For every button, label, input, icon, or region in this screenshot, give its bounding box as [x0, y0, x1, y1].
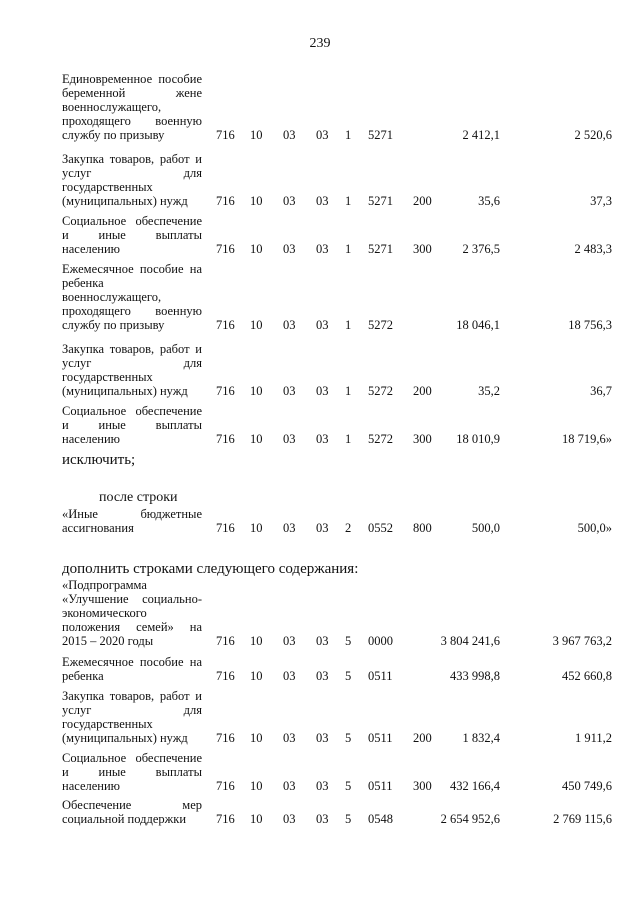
cell-subprogram: 1	[345, 194, 352, 208]
cell-direction: 0511	[368, 779, 393, 793]
table-row	[0, 507, 640, 537]
cell-program: 03	[316, 318, 329, 332]
cell-subprogram: 5	[345, 634, 352, 648]
cell-program: 03	[316, 128, 329, 142]
row-description: Закупка товаров, работ и услуг для государственных (муниципальных) нужд	[62, 152, 202, 208]
cell-value-year2: 36,7	[590, 384, 612, 398]
cell-code: 716	[216, 634, 235, 648]
cell-subsection: 03	[283, 812, 296, 826]
cell-subprogram: 5	[345, 731, 352, 745]
cell-section: 10	[250, 779, 263, 793]
cell-direction: 5271	[368, 194, 393, 208]
row-description: «Иные бюджетные ассигнования	[62, 507, 202, 535]
cell-program: 03	[316, 194, 329, 208]
cell-subsection: 03	[283, 634, 296, 648]
row-description: Закупка товаров, работ и услуг для государственных (муниципальных) нужд	[62, 342, 202, 398]
cell-section: 10	[250, 384, 263, 398]
cell-program: 03	[316, 432, 329, 446]
page-number: 239	[309, 36, 331, 51]
cell-code: 716	[216, 669, 235, 683]
cell-subprogram: 1	[345, 384, 352, 398]
cell-program: 03	[316, 731, 329, 745]
cell-direction: 0552	[368, 521, 393, 535]
cell-program: 03	[316, 384, 329, 398]
cell-expense-type: 200	[413, 384, 432, 398]
table-row	[0, 578, 640, 648]
row-description: «Подпрограмма «Улучшение социально-экономического положения семей» на 2015 – 2020 годы	[62, 578, 202, 648]
table-row	[0, 342, 640, 398]
cell-value-year2: 450 749,6	[562, 779, 612, 793]
row-description: Ежемесячное пособие на ребенка	[62, 655, 202, 683]
cell-subprogram: 1	[345, 242, 352, 256]
cell-direction: 5272	[368, 318, 393, 332]
row-description: Социальное обеспечение и иные выплаты населению	[62, 214, 202, 256]
table-row	[0, 689, 640, 745]
cell-value-year2: 1 911,2	[574, 731, 612, 745]
cell-value-year1: 2 412,1	[462, 128, 500, 142]
cell-program: 03	[316, 812, 329, 826]
cell-value-year2: 2 520,6	[574, 128, 612, 142]
cell-subprogram: 5	[345, 669, 352, 683]
cell-value-year1: 18 010,9	[456, 432, 500, 446]
cell-section: 10	[250, 669, 263, 683]
cell-value-year2: 2 483,3	[574, 242, 612, 256]
table-row	[0, 751, 640, 793]
cell-value-year1: 35,2	[478, 384, 500, 398]
cell-subsection: 03	[283, 779, 296, 793]
cell-expense-type: 800	[413, 521, 432, 535]
row-description: Социальное обеспечение и иные выплаты населению	[62, 751, 202, 793]
cell-code: 716	[216, 128, 235, 142]
cell-section: 10	[250, 521, 263, 535]
cell-value-year1: 2 376,5	[462, 242, 500, 256]
cell-direction: 0000	[368, 634, 393, 648]
cell-code: 716	[216, 779, 235, 793]
cell-subprogram: 1	[345, 432, 352, 446]
cell-value-year1: 3 804 241,6	[440, 634, 500, 648]
instruction-after-row: после строки	[99, 490, 178, 505]
row-description: Закупка товаров, работ и услуг для государственных (муниципальных) нужд	[62, 689, 202, 745]
cell-value-year1: 433 998,8	[450, 669, 500, 683]
cell-program: 03	[316, 779, 329, 793]
cell-direction: 0511	[368, 731, 393, 745]
cell-program: 03	[316, 242, 329, 256]
cell-value-year1: 2 654 952,6	[440, 812, 500, 826]
table-row	[0, 214, 640, 256]
row-description: Социальное обеспечение и иные выплаты населению	[62, 404, 202, 446]
cell-section: 10	[250, 242, 263, 256]
cell-subprogram: 5	[345, 812, 352, 826]
cell-direction: 0511	[368, 669, 393, 683]
cell-section: 10	[250, 812, 263, 826]
row-description: Обеспечение мер социальной поддержки	[62, 798, 202, 826]
cell-expense-type: 300	[413, 432, 432, 446]
cell-direction: 5271	[368, 242, 393, 256]
cell-expense-type: 200	[413, 731, 432, 745]
cell-code: 716	[216, 318, 235, 332]
cell-section: 10	[250, 634, 263, 648]
cell-value-year2: 18 719,6»	[562, 432, 612, 446]
cell-program: 03	[316, 521, 329, 535]
cell-expense-type: 300	[413, 242, 432, 256]
table-row	[0, 72, 640, 142]
cell-section: 10	[250, 128, 263, 142]
cell-subprogram: 1	[345, 318, 352, 332]
cell-code: 716	[216, 242, 235, 256]
table-row	[0, 262, 640, 332]
cell-program: 03	[316, 669, 329, 683]
table-row	[0, 404, 640, 446]
table-row	[0, 152, 640, 208]
cell-subsection: 03	[283, 384, 296, 398]
cell-code: 716	[216, 521, 235, 535]
cell-value-year2: 3 967 763,2	[552, 634, 612, 648]
cell-section: 10	[250, 318, 263, 332]
cell-code: 716	[216, 432, 235, 446]
cell-subsection: 03	[283, 194, 296, 208]
cell-code: 716	[216, 812, 235, 826]
cell-code: 716	[216, 731, 235, 745]
cell-subsection: 03	[283, 432, 296, 446]
instruction-add-rows: дополнить строками следующего содержания:	[62, 561, 359, 577]
cell-subprogram: 2	[345, 521, 352, 535]
instruction-exclude: исключить;	[62, 452, 136, 468]
cell-subsection: 03	[283, 242, 296, 256]
cell-subsection: 03	[283, 128, 296, 142]
cell-value-year1: 500,0	[471, 521, 500, 535]
row-description: Единовременное пособие беременной жене военнослужащего, проходящего военную службу по призыву	[62, 72, 202, 142]
table-row	[0, 798, 640, 828]
cell-direction: 5272	[368, 384, 393, 398]
cell-subsection: 03	[283, 318, 296, 332]
cell-value-year2: 452 660,8	[562, 669, 612, 683]
cell-direction: 5271	[368, 128, 393, 142]
cell-value-year2: 18 756,3	[568, 318, 612, 332]
cell-value-year2: 37,3	[590, 194, 612, 208]
cell-subsection: 03	[283, 521, 296, 535]
cell-code: 716	[216, 384, 235, 398]
cell-value-year2: 500,0»	[577, 521, 612, 535]
cell-value-year1: 432 166,4	[450, 779, 500, 793]
cell-section: 10	[250, 731, 263, 745]
cell-direction: 0548	[368, 812, 393, 826]
cell-subsection: 03	[283, 731, 296, 745]
cell-expense-type: 300	[413, 779, 432, 793]
cell-value-year1: 18 046,1	[456, 318, 500, 332]
cell-section: 10	[250, 194, 263, 208]
cell-value-year2: 2 769 115,6	[553, 812, 612, 826]
row-description: Ежемесячное пособие на ребенка военнослужащего, проходящего военную службу по призыву	[62, 262, 202, 332]
cell-section: 10	[250, 432, 263, 446]
cell-value-year1: 1 832,4	[462, 731, 500, 745]
cell-code: 716	[216, 194, 235, 208]
cell-subsection: 03	[283, 669, 296, 683]
cell-value-year1: 35,6	[478, 194, 500, 208]
table-row	[0, 655, 640, 685]
cell-direction: 5272	[368, 432, 393, 446]
cell-subprogram: 1	[345, 128, 352, 142]
cell-expense-type: 200	[413, 194, 432, 208]
cell-subprogram: 5	[345, 779, 352, 793]
cell-program: 03	[316, 634, 329, 648]
